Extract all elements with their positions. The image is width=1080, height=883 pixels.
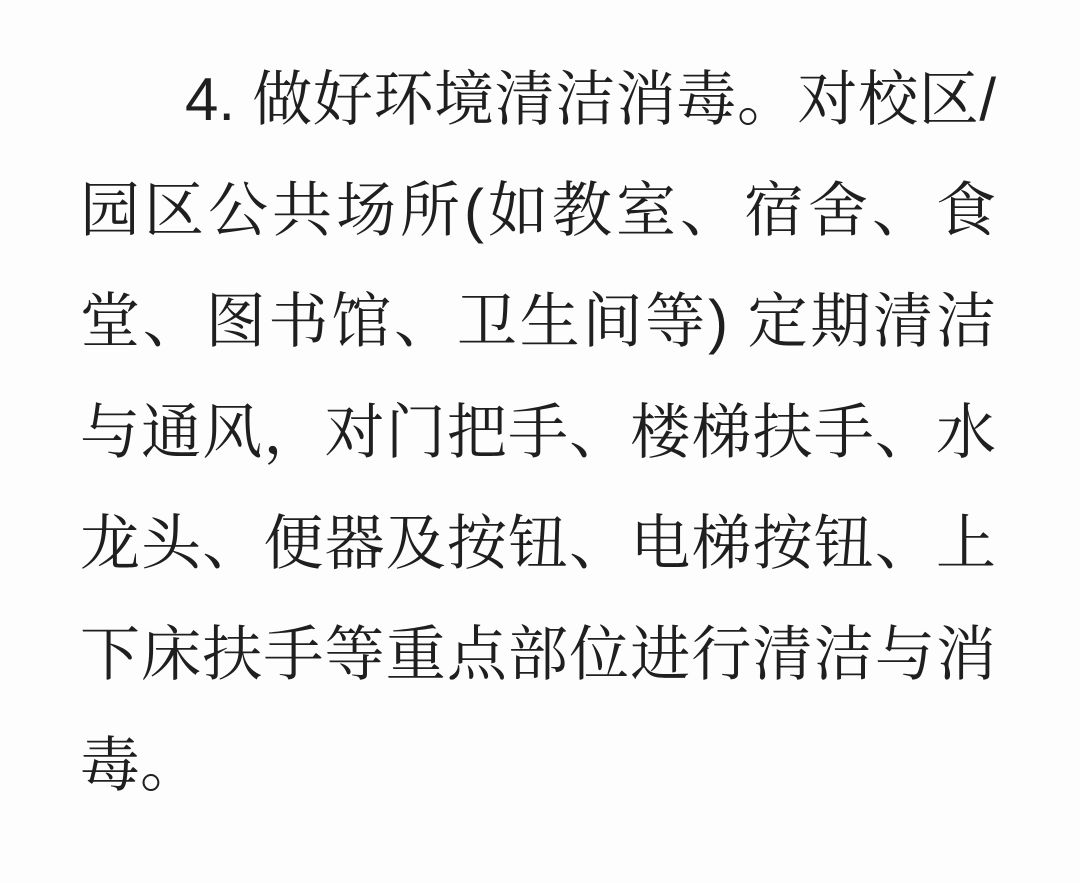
paragraph-line-5: 龙头、便器及按钮、电梯按钮、上 bbox=[80, 510, 996, 577]
paragraph-line-4: 与通风，对门把手、楼梯扶手、水 bbox=[80, 399, 996, 466]
paragraph-line-1: 4. 做好环境清洁消毒。对校区/ bbox=[185, 66, 996, 133]
paragraph-line-6: 下床扶手等重点部位进行清洁与消 bbox=[80, 621, 996, 688]
paragraph-line-7: 毒。 bbox=[80, 732, 200, 799]
paragraph-line-3: 堂、图书馆、卫生间等) 定期清洁 bbox=[80, 288, 996, 355]
paragraph-line-2: 园区公共场所(如教室、宿舍、食 bbox=[80, 177, 996, 244]
